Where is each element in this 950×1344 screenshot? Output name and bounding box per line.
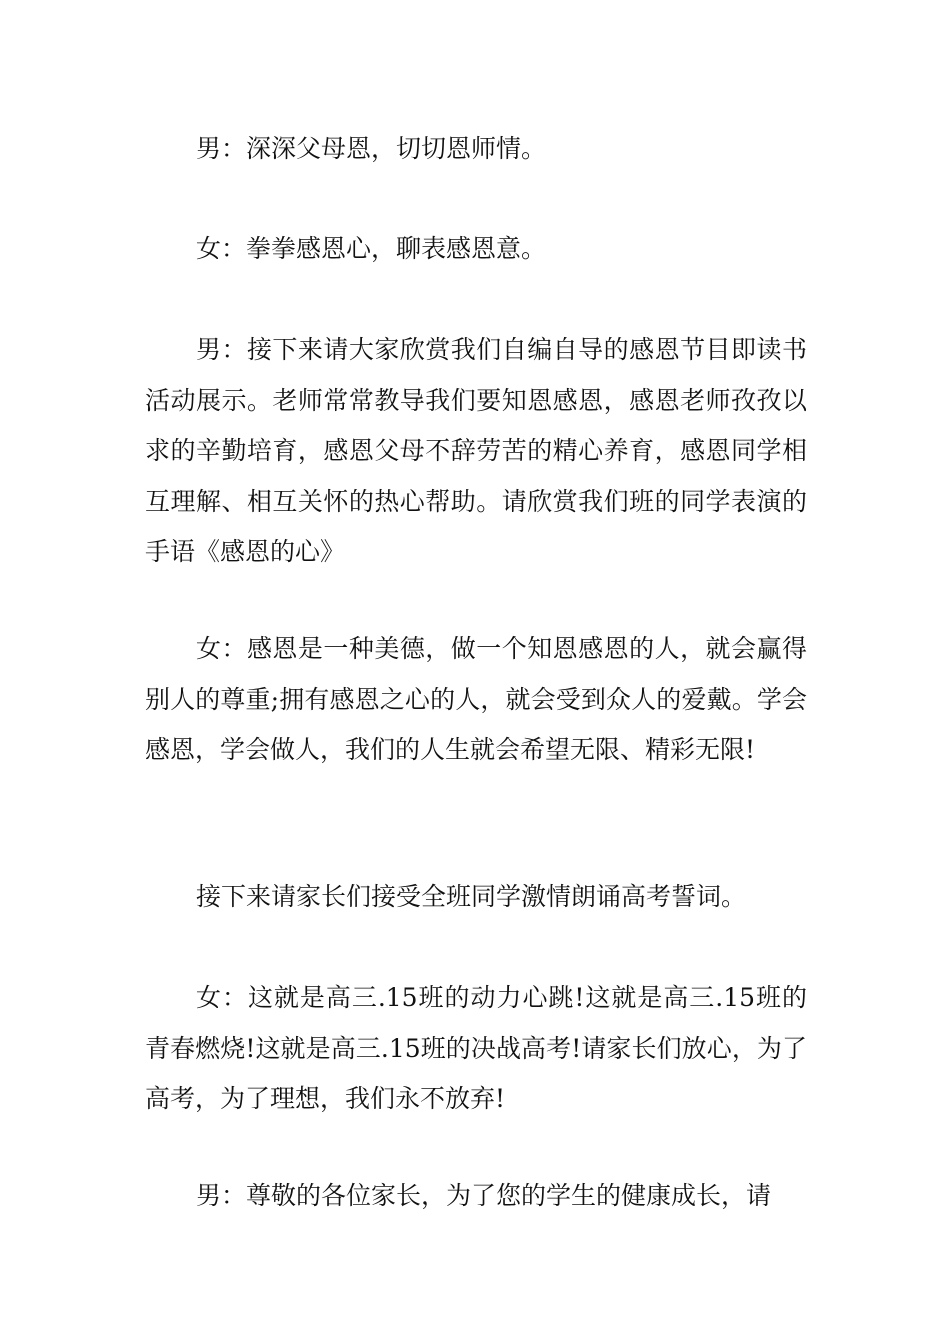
paragraph-6: 女：这就是高三.15班的动力心跳!这就是高三.15班的青春燃烧!这就是高三.15班的决战高考!请家长们放心，为了高考，为了理想，我们永不放弃! [145,983,807,1113]
paragraph-4: 女：感恩是一种美德，做一个知恩感恩的人，就会赢得别人的尊重;拥有感恩之心的人，就会受到众人的爱戴。学会感恩，学会做人，我们的人生就会希望无限、精彩无限! [145,634,807,764]
paragraph-3: 男：接下来请大家欣赏我们自编自导的感恩节目即读书活动展示。老师常常教导我们要知恩感恩，感恩老师孜孜以求的辛勤培育，感恩父母不辞劳苦的精心养育，感恩同学相互理解、相互关怀的热心帮助。请欣赏我们班的同学表演的手语《感恩的心》 [145,335,807,566]
paragraph-1: 男：深深父母恩，切切恩师情。 [196,134,547,163]
paragraph-5: 接下来请家长们接受全班同学激情朗诵高考誓词。 [196,882,747,911]
paragraph-7: 男：尊敬的各位家长，为了您的学生的健康成长，请 [196,1181,772,1210]
paragraph-2: 女：拳拳感恩心，聊表感恩意。 [196,234,547,263]
